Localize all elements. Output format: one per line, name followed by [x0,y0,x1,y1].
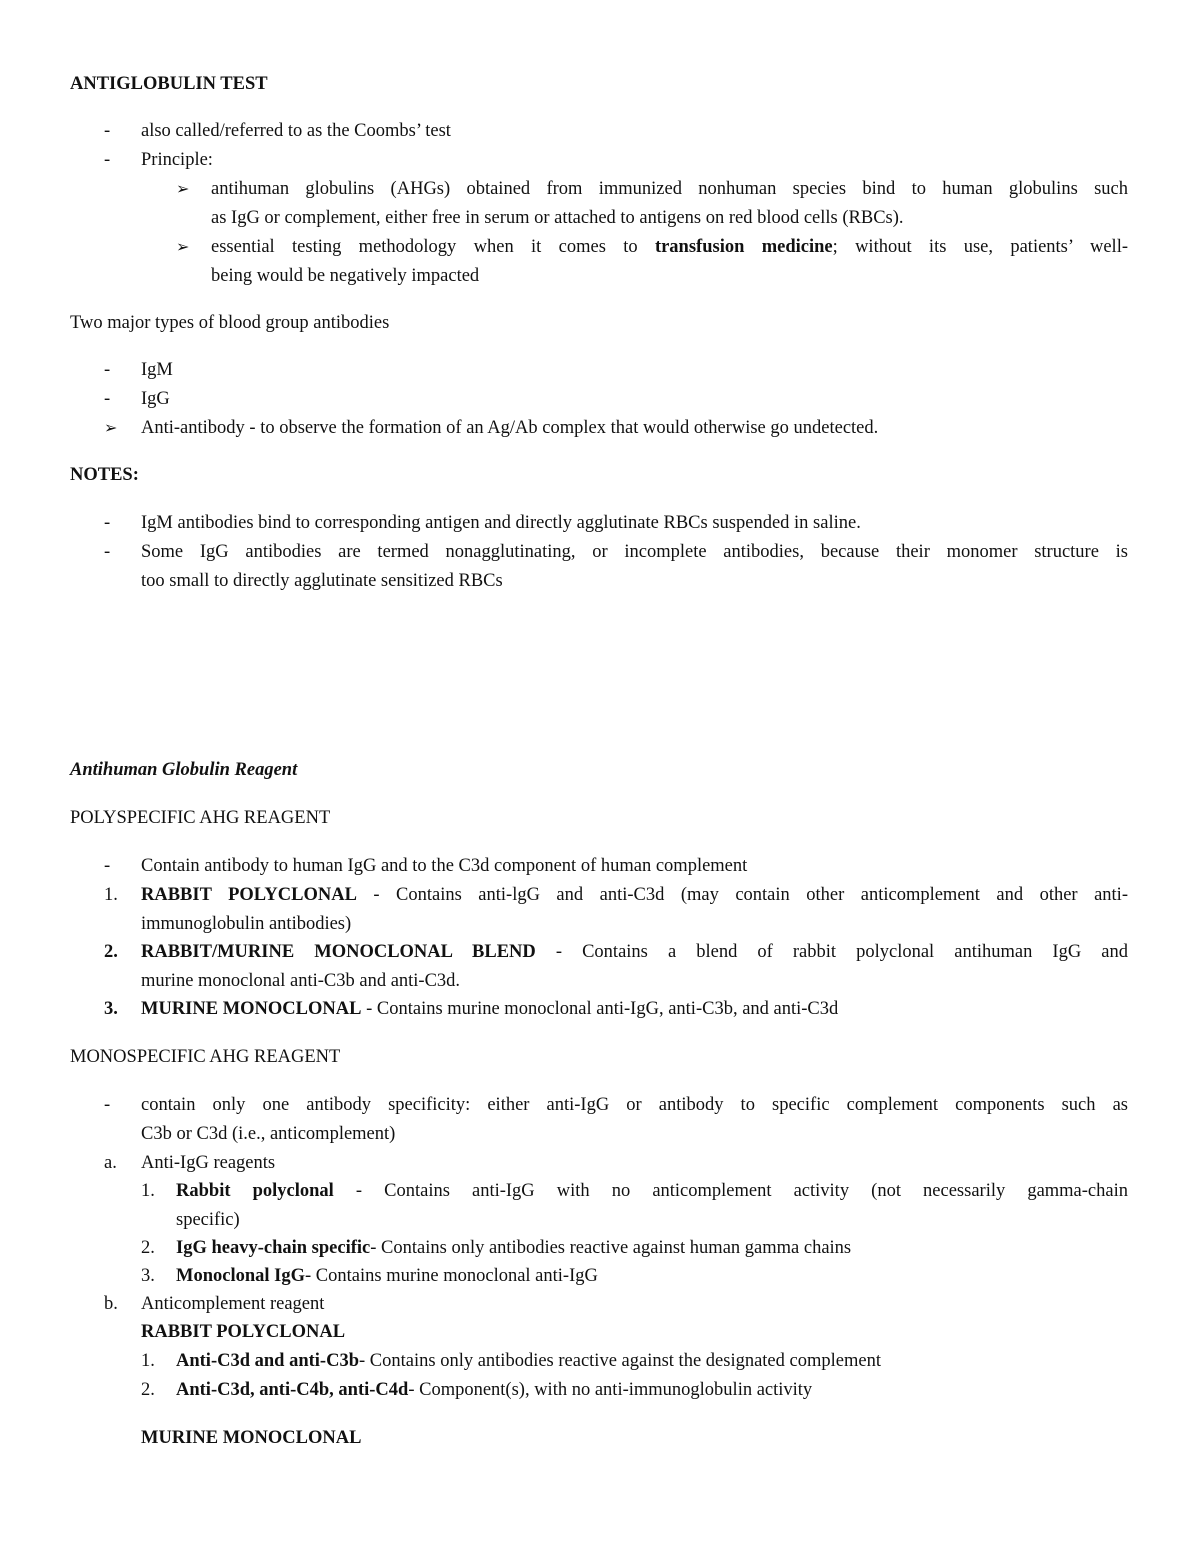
arrow-bullet-icon: ➢ [176,179,190,198]
ahg-heading: Antihuman Globulin Reagent [70,760,298,780]
murine-monoclonal-heading: MURINE MONOCLONAL [141,1428,362,1448]
anti-igg-reagents-label: Anti-IgG reagents [141,1153,276,1173]
polyspecific-heading: POLYSPECIFIC AHG REAGENT [70,808,331,828]
monospecific-description-line-2: C3b or C3d (i.e., anticomplement) [141,1124,396,1144]
dash-marker: - [104,121,111,141]
principle-point-2-line-1: essential testing methodology when it comes to transfusion medicine; without its use, patients’ well- [211,237,1129,257]
dash-marker: - [104,360,111,380]
principle-label: Principle: [141,150,213,170]
anticomplement-item-2: Anti-C3d, anti-C4b, anti-C4d- Component(s), with no anti-immunoglobulin activity [176,1380,813,1400]
list-number: 2. [141,1238,155,1258]
monospecific-heading: MONOSPECIFIC AHG REAGENT [70,1047,341,1067]
dash-marker: - [104,542,111,562]
list-number: 2. [104,942,118,962]
poly-item-3: MURINE MONOCLONAL - Contains murine monoclonal anti-IgG, anti-C3b, and anti-C3d [141,999,839,1019]
polyspecific-description: Contain antibody to human IgG and to the C3d component of human complement [141,856,748,876]
monospecific-description-line-1: contain only one antibody specificity: either anti-IgG or antibody to specific complement components such as [141,1095,1128,1115]
list-number: 1. [104,885,118,905]
arrow-bullet-icon: ➢ [104,418,118,437]
notes-heading: NOTES: [70,465,139,485]
note-1: IgM antibodies bind to corresponding antigen and directly agglutinate RBCs suspended in saline. [141,513,861,533]
principle-point-1-line-1: antihuman globulins (AHGs) obtained from immunized nonhuman species bind to human globulins such [211,179,1128,199]
types-heading: Two major types of blood group antibodies [70,313,390,333]
list-letter: a. [104,1153,117,1173]
page-title: ANTIGLOBULIN TEST [70,74,268,94]
dash-marker: - [104,856,111,876]
list-number: 3. [141,1266,155,1286]
list-number: 1. [141,1351,155,1371]
type-igg: IgG [141,389,170,409]
arrow-bullet-icon: ➢ [176,237,190,256]
note-2-line-2: too small to directly agglutinate sensitized RBCs [141,571,503,591]
rabbit-polyclonal-heading: RABBIT POLYCLONAL [141,1322,346,1342]
list-letter: b. [104,1294,118,1314]
dash-marker: - [104,389,111,409]
dash-marker: - [104,513,111,533]
poly-item-2-line-1: RABBIT/MURINE MONOCLONAL BLEND - Contains a blend of rabbit polyclonal antihuman IgG and [141,942,1128,962]
anticomplement-item-1: Anti-C3d and anti-C3b- Contains only antibodies reactive against the designated complement [176,1351,881,1371]
list-number: 1. [141,1181,155,1201]
anti-antibody-text: Anti-antibody - to observe the formation of an Ag/Ab complex that would otherwise go undetected. [141,418,879,438]
principle-point-2-line-2: being would be negatively impacted [211,266,480,286]
list-number: 2. [141,1380,155,1400]
anti-igg-item-1-line-1: Rabbit polyclonal - Contains anti-IgG with no anticomplement activity (not necessarily gamma-chain [176,1181,1128,1201]
anticomplement-reagent-label: Anticomplement reagent [141,1294,325,1314]
anti-igg-item-3: Monoclonal IgG- Contains murine monoclonal anti-IgG [176,1266,598,1286]
anti-igg-item-2: IgG heavy-chain specific- Contains only antibodies reactive against human gamma chains [176,1238,852,1258]
poly-item-1-line-2: immunoglobulin antibodies) [141,914,352,934]
poly-item-2-line-2: murine monoclonal anti-C3b and anti-C3d. [141,971,461,991]
anti-igg-item-1-line-2: specific) [176,1210,240,1230]
dash-marker: - [104,150,111,170]
type-igm: IgM [141,360,173,380]
principle-point-1-line-2: as IgG or complement, either free in serum or attached to antigens on red blood cells (RBCs). [211,208,904,228]
poly-item-1-line-1: RABBIT POLYCLONAL - Contains anti-lgG and anti-C3d (may contain other anticomplement and other anti- [141,885,1128,905]
dash-marker: - [104,1095,111,1115]
note-2-line-1: Some IgG antibodies are termed nonagglutinating, or incomplete antibodies, because their monomer structure is [141,542,1128,562]
list-number: 3. [104,999,118,1019]
aka-text: also called/referred to as the Coombs’ test [141,121,451,141]
